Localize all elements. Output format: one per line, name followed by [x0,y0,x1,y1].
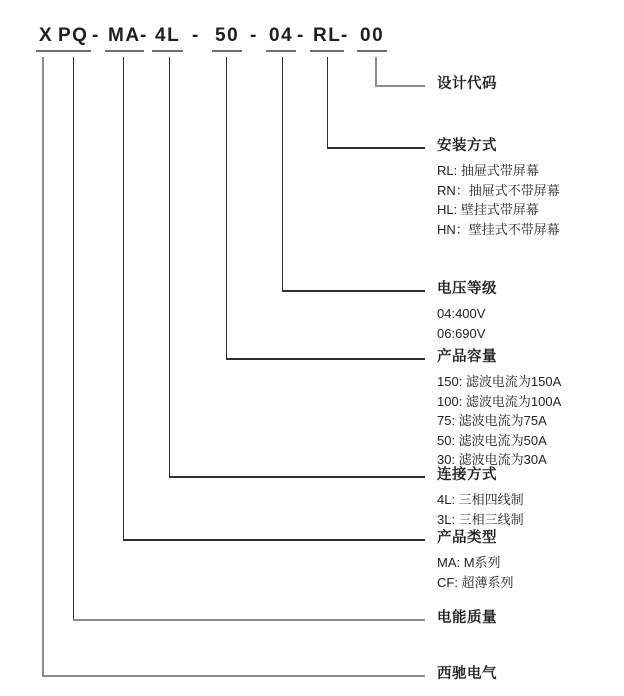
connector-vline-capacity [226,57,227,358]
legend-items [437,372,561,470]
legend-item: 30: 滤波电流为30A [437,452,547,467]
legend-group-capacity [437,348,561,470]
legend-title: 连接方式 [437,467,497,483]
legend-item: HL: 壁挂式带屏幕 [437,202,539,217]
legend-item: 04:400V [437,306,486,321]
legend-item: MA: M系列 [437,555,501,570]
legend-item: RN：抽屉式不带屏幕 [437,182,560,198]
code-segment-connection: 4L [152,25,183,52]
legend-group-product-type [437,529,514,592]
connector-vline-brand [42,57,44,675]
legend-items [437,304,497,343]
legend-item: 100: 滤波电流为100A [437,393,562,409]
code-separator: - [140,25,147,46]
connector-hline-voltage [282,290,425,292]
connector-hline-designcode [375,85,425,87]
code-separator: - [341,25,348,46]
connector-vline-powerquality [73,57,74,619]
connector-hline-capacity [226,358,425,360]
connector-hline-mounting [327,147,425,149]
code-segment-capacity: 50 [212,25,242,52]
code-separator: - [92,25,99,46]
legend-items [437,161,560,239]
code-separator: - [192,25,199,46]
legend-title: 电能质量 [437,610,497,626]
legend-group-design-code [437,75,497,94]
connector-hline-brand [42,675,425,677]
code-segment-producttype: MA [105,25,144,52]
legend-group-voltage [437,280,497,343]
legend-title: 电压等级 [437,281,497,297]
legend-item: RL: 抽屉式带屏幕 [437,163,539,178]
legend-title: 安装方式 [437,138,497,154]
legend-title: 设计代码 [437,76,497,92]
connector-hline-powerquality [73,619,425,621]
code-segment-brand: X [36,25,56,52]
legend-items [437,553,514,592]
connector-vline-producttype [123,57,124,539]
legend-item: CF: 超薄系列 [437,574,514,590]
code-segment-mounting: RL [310,25,344,52]
legend-group-power-quality [437,609,497,628]
code-separator: - [250,25,257,46]
legend-group-brand [437,665,497,684]
connector-vline-connection [169,57,170,476]
code-separator: - [297,25,304,46]
legend-item: HN：壁挂式不带屏幕 [437,221,560,237]
legend-title: 产品容量 [437,349,497,365]
legend-item: 4L: 三相四线制 [437,492,524,507]
legend-title: 产品类型 [437,530,497,546]
connector-vline-designcode [375,57,377,85]
connector-vline-voltage [282,57,283,290]
legend-item: 50: 滤波电流为50A [437,432,547,448]
connector-hline-producttype [123,539,425,541]
legend-item: 75: 滤波电流为75A [437,413,547,428]
legend-item: 150: 滤波电流为150A [437,374,562,389]
code-segment-voltage: 04 [266,25,296,52]
code-segment-powerquality: PQ [55,25,91,52]
code-segment-designcode: 00 [357,25,387,52]
legend-items [437,490,524,529]
legend-group-connection [437,466,524,529]
legend-item: 3L: 三相三线制 [437,511,524,527]
legend-group-mounting [437,137,560,239]
legend-title: 西驰电气 [437,666,497,682]
legend-item: 06:690V [437,325,486,341]
connector-hline-connection [169,476,425,478]
connector-vline-mounting [327,57,328,147]
